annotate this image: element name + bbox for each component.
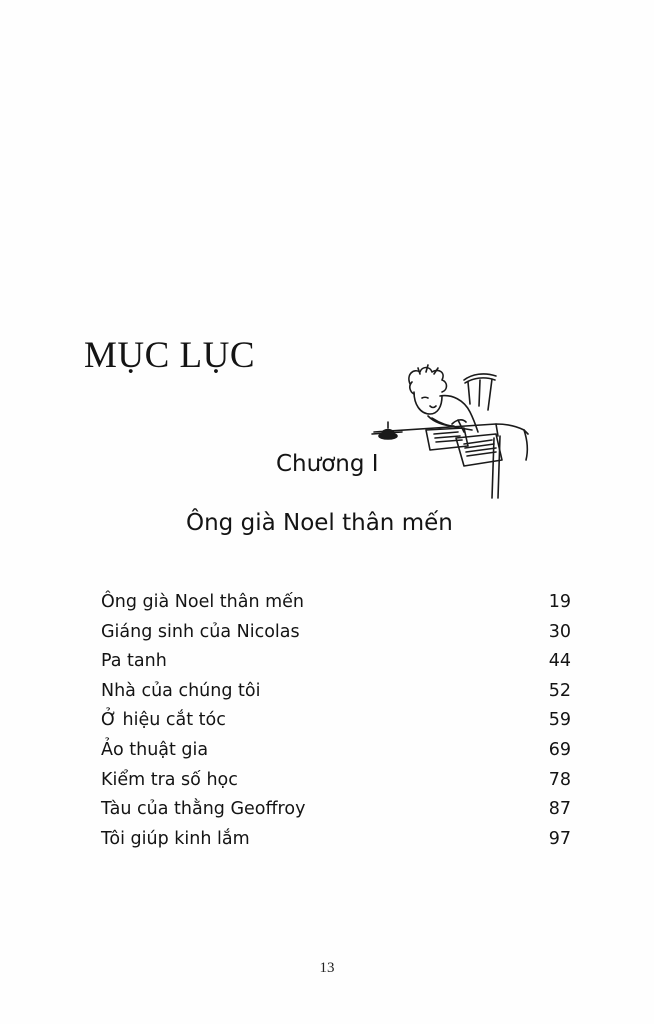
chapter-label: Chương I: [276, 451, 379, 477]
toc-heading: MỤC LỤC: [84, 335, 256, 376]
toc-entry: [101, 770, 571, 800]
toc-entry-title: Nhà của chúng tôi: [101, 680, 261, 701]
toc-entry: [101, 799, 571, 829]
toc-entry-title: Tôi giúp kinh lắm: [101, 828, 250, 849]
toc-entry: [101, 592, 571, 622]
toc-entry-title: Ông già Noel thân mến: [101, 592, 305, 612]
toc-entry-title: Tàu của thằng Geoffroy: [101, 799, 306, 820]
toc-entry-page: 59: [548, 710, 571, 731]
toc-entry: [101, 740, 571, 770]
page-number: 13: [319, 960, 335, 976]
toc-entry: [101, 829, 571, 859]
toc-entry-page: 87: [548, 799, 571, 820]
toc-entry-page: 52: [548, 680, 571, 701]
toc-entry-title: Ảo thuật gia: [101, 739, 209, 760]
toc-entry-title: Giáng sinh của Nicolas: [101, 621, 300, 642]
toc-entry-page: 19: [548, 592, 571, 612]
toc-entry-page: 30: [548, 621, 571, 642]
chapter-title: Ông già Noel thân mến: [186, 510, 453, 536]
toc-entry-title: Pa tanh: [101, 651, 167, 672]
toc-entry-title: Kiểm tra số học: [101, 769, 238, 790]
toc-entry: [101, 710, 571, 740]
boy-writing-at-desk-illustration: [368, 360, 540, 500]
toc-entry-title: Ở hiệu cắt tóc: [101, 710, 226, 731]
toc-entry-page: 97: [548, 828, 571, 849]
toc-entry: [101, 651, 571, 681]
toc-list: [101, 592, 571, 858]
toc-entry-page: 44: [548, 651, 571, 672]
toc-entry: [101, 681, 571, 711]
toc-entry: [101, 622, 571, 652]
toc-entry-page: 78: [548, 769, 571, 790]
toc-entry-page: 69: [548, 739, 571, 760]
